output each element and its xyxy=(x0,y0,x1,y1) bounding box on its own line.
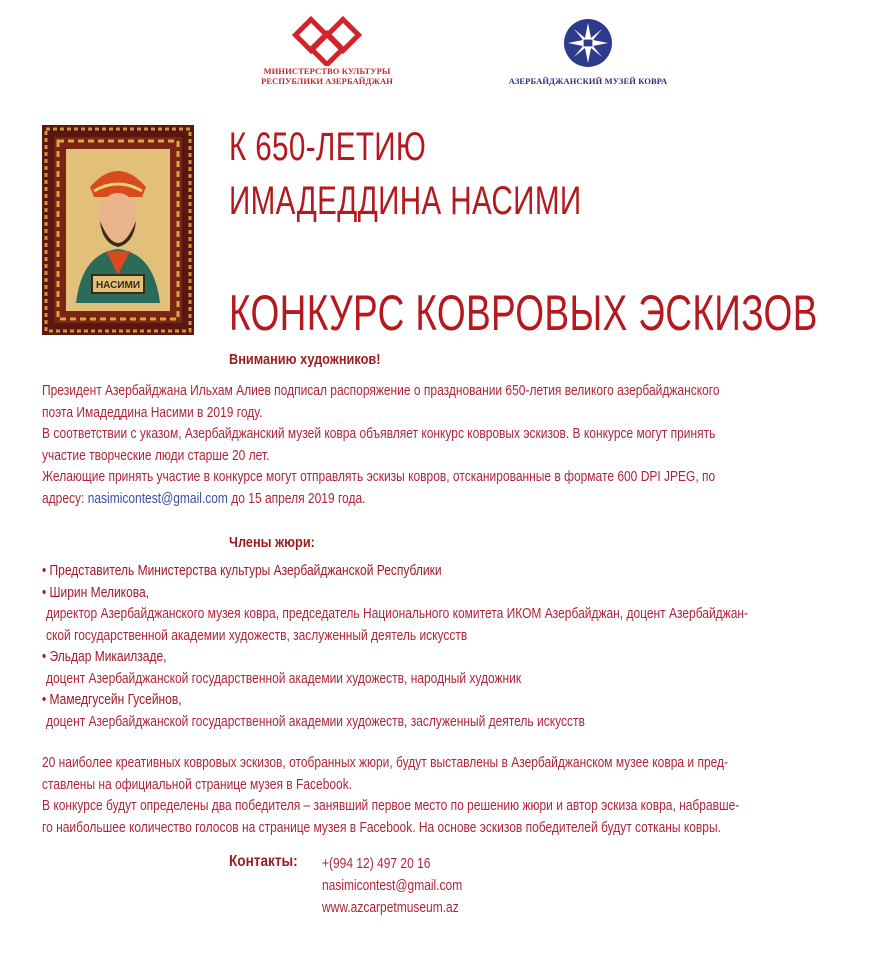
jury-member-2-desc-line2: ской государственной академии художеств, заслуженный деятель искусств xyxy=(46,626,468,644)
ministry-logo xyxy=(252,16,402,86)
ministry-name-line1: МИНИСТЕРСТВО КУЛЬТУРЫ xyxy=(263,66,391,76)
jury-member-1: • Представитель Министерства культуры Азербайджанской Республики xyxy=(42,562,442,579)
outro-line2: ставлены на официальной странице музея в Facebook. xyxy=(42,775,353,793)
header-line2: ИМАДЕДДИНА НАСИМИ xyxy=(229,179,582,223)
jury-member-3-desc: доцент Азербайджанской государственной академии художеств, народный художник xyxy=(46,669,522,687)
museum-name: АЗЕРБАЙДЖАНСКИЙ МУЗЕЙ КОВРА xyxy=(508,76,668,86)
outro-line4: го наибольшее количество голосов на странице музея в Facebook. На основе эскизов победителей будут сотканы ковры. xyxy=(42,818,721,836)
ministry-name-line2: РЕСПУБЛИКИ АЗЕРБАЙДЖАН xyxy=(261,76,393,86)
intro-p2-line1: В соответствии с указом, Азербайджанский музей ковра объявляет конкурс ковровых эскизов. В конкурсе могут принять xyxy=(42,425,716,442)
outro-text xyxy=(42,752,739,838)
intro-p1-line2: поэта Имадеддина Насими в 2019 году. xyxy=(42,403,263,421)
deadline-text: до 15 апреля 2019 года. xyxy=(227,489,366,507)
jury-member-4-desc: доцент Азербайджанской государственной академии художеств, заслуженный деятель искусств xyxy=(46,712,585,730)
contact-website[interactable]: www.azcarpetmuseum.az xyxy=(322,899,459,916)
jury-heading: Члены жюри: xyxy=(229,534,315,551)
jury-member-4: • Мамедгусейн Гусейнов, xyxy=(42,691,182,708)
jury-member-3: • Эльдар Микаилзаде, xyxy=(42,648,167,665)
contact-phone[interactable]: +(994 12) 497 20 16 xyxy=(322,855,431,872)
contest-title: КОНКУРС КОВРОВЫХ ЭСКИЗОВ xyxy=(229,285,818,341)
intro-p2-line2: участие творческие люди старше 20 лет. xyxy=(42,446,270,464)
intro-p3-line1: Желающие принять участие в конкурсе могут отправлять эскизы ковров, отсканированные в формате 600 DPI JPEG, по xyxy=(42,468,716,485)
attention-heading: Вниманию художников! xyxy=(229,351,381,368)
museum-logo xyxy=(488,18,688,86)
jury-list xyxy=(42,560,748,732)
intro-text xyxy=(42,380,720,509)
header-line1: К 650-ЛЕТИЮ xyxy=(229,125,427,169)
museum-emblem-icon xyxy=(563,18,613,68)
jury-member-2-desc-line1: директор Азербайджанского музея ковра, председатель Национального комитета ИКОМ Азербайджан, доцент Азербайджан- xyxy=(46,605,749,622)
outro-line1: 20 наиболее креативных ковровых эскизов, отобранных жюри, будут выставлены в Азербайджанском музее ковра и пред- xyxy=(42,754,729,771)
outro-line3: В конкурсе будут определены два победителя – занявший первое место по решению жюри и автор эскиза ковра, набравше- xyxy=(42,797,740,814)
contact-email[interactable]: nasimicontest@gmail.com xyxy=(322,877,463,894)
carpet-label: НАСИМИ xyxy=(95,280,141,291)
address-prefix: адресу: xyxy=(42,489,88,507)
contacts-block xyxy=(322,853,462,919)
jury-member-2: • Ширин Меликова, xyxy=(42,583,149,601)
contest-email-link[interactable]: nasimicontest@gmail.com xyxy=(87,489,228,507)
intro-p1-line1: Президент Азербайджана Ильхам Алиев подписал распоряжение о праздновании 650-летия великого азербайджанского xyxy=(42,382,720,399)
ministry-emblem-icon xyxy=(292,16,362,66)
intro-p3-line2 xyxy=(42,488,720,510)
contacts-label: Контакты: xyxy=(229,853,298,870)
carpet-portrait-image xyxy=(42,125,194,335)
